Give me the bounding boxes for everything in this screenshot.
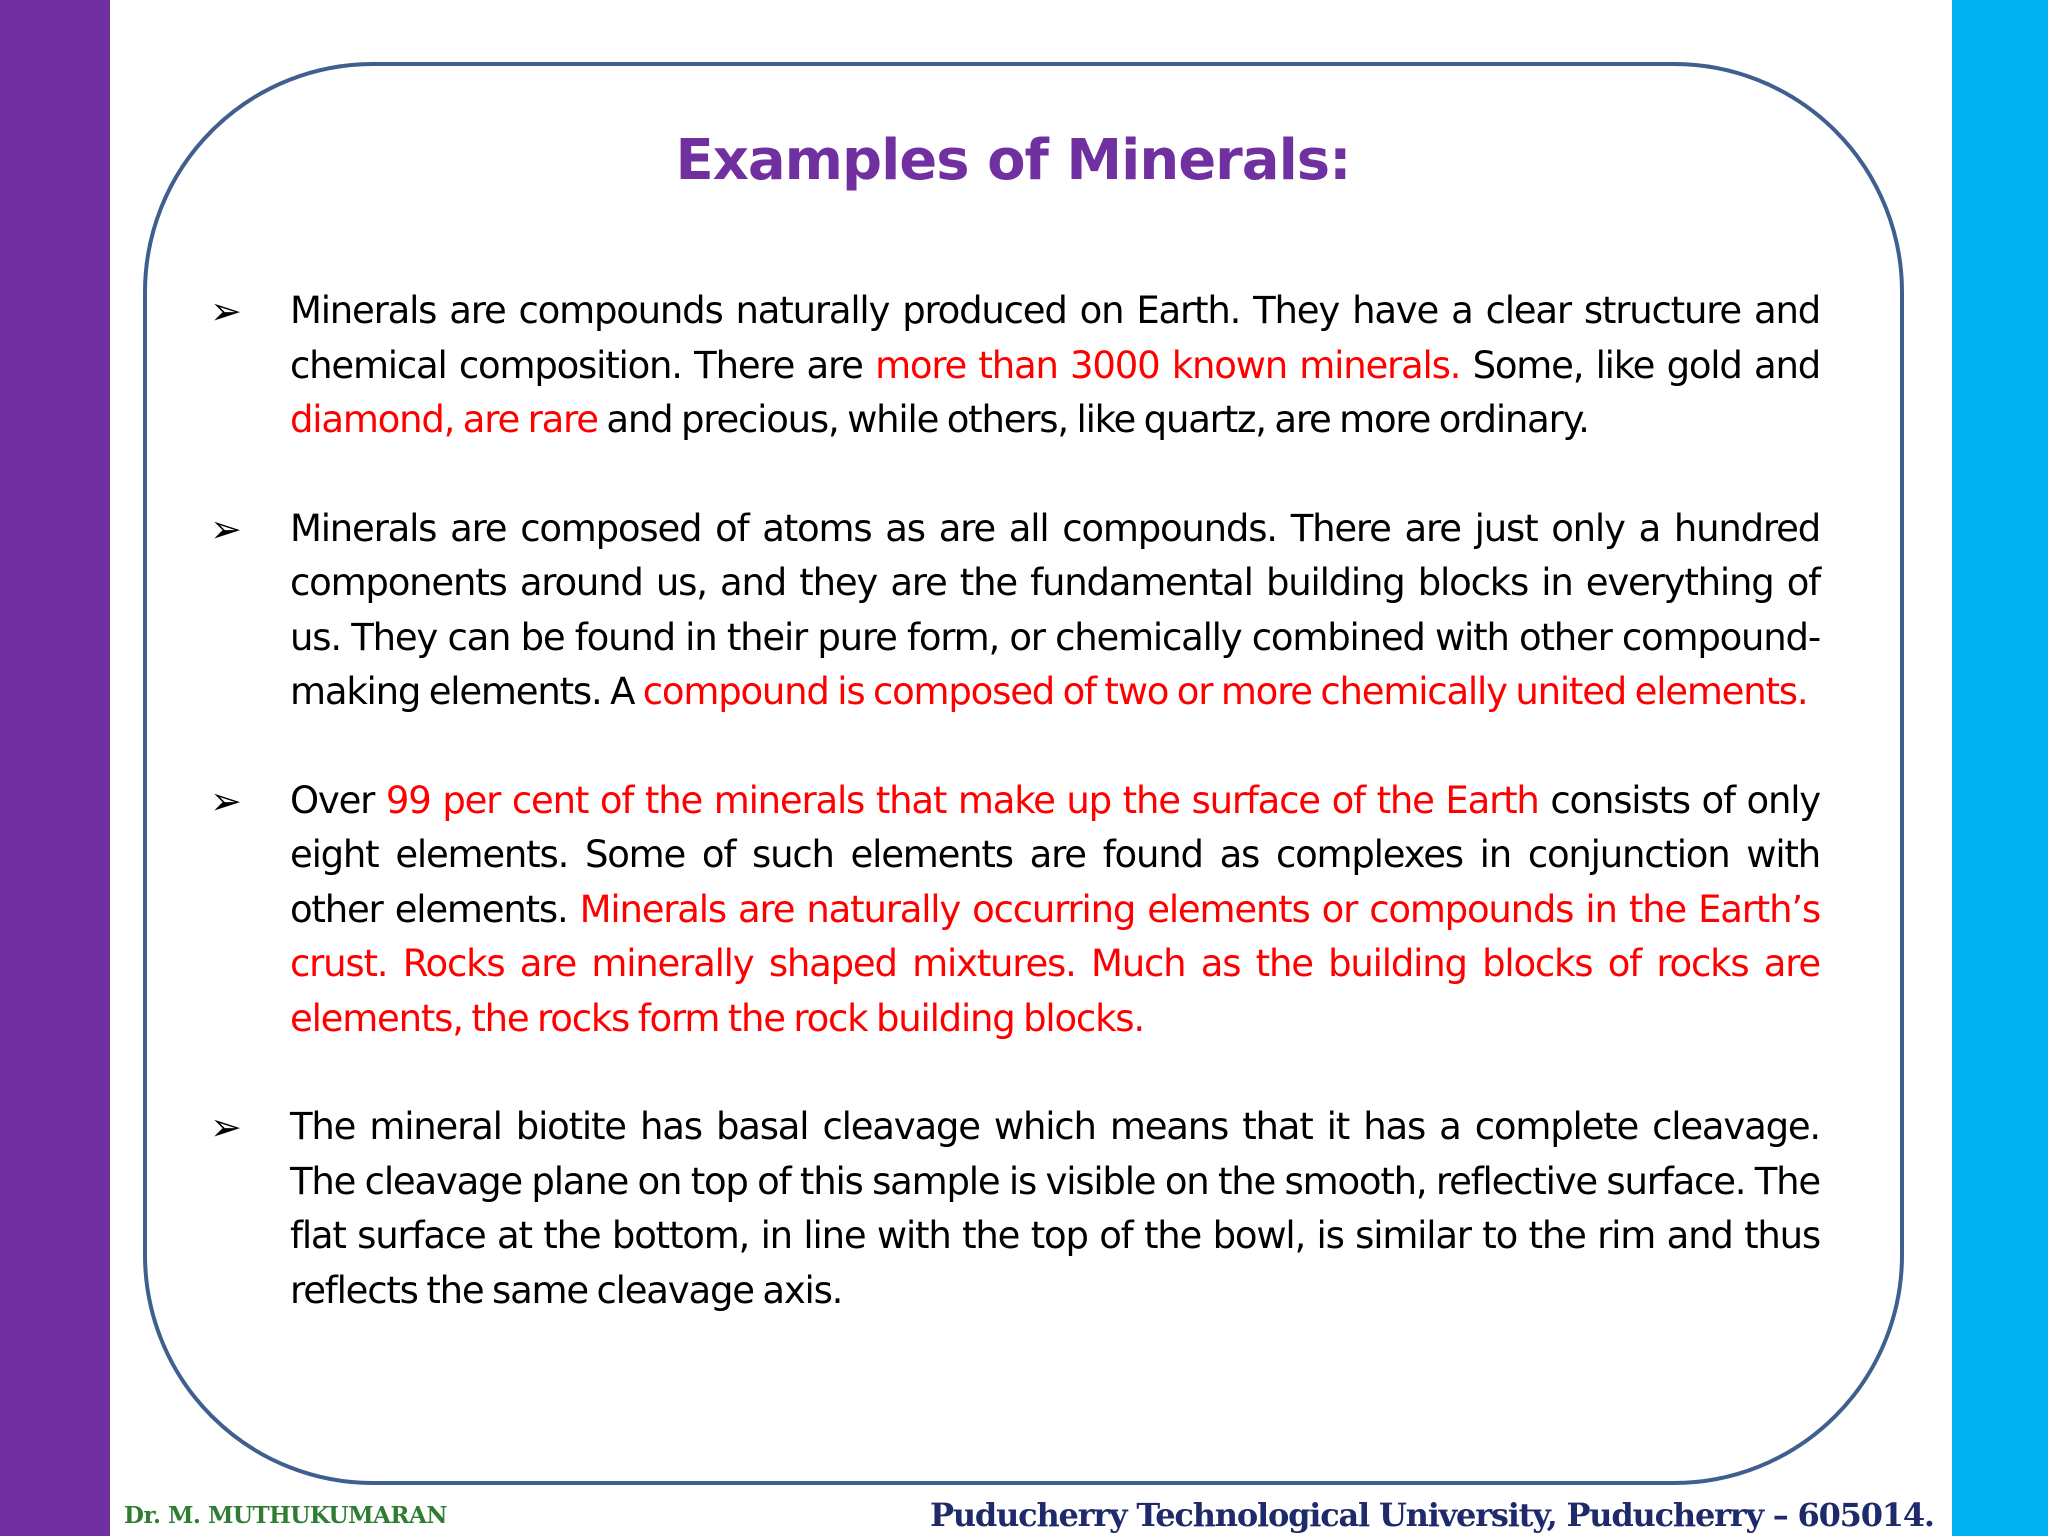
highlighted-text: Minerals are naturally occurring elements or compounds in the Earth’s crust. Rocks are minerally shaped mixtures. Much as the building blocks of rocks are elements, the rocks form the rock building blocks. (290, 887, 1820, 1040)
body-text: The mineral biotite has basal cleavage which means that it has a complete cleavage. The cleavage plane on top of this sample is visible on the smooth, reflective surface. The flat surface at the bottom, in line with the top of the bowl, is similar to the rim and thus reflects the same cleavage axis. (290, 1105, 1820, 1312)
bullet-list (210, 284, 1820, 1372)
slide-title: Examples of Minerals: (675, 128, 1351, 193)
bullet-text (290, 502, 1820, 720)
body-text: Minerals are composed of atoms as are all compounds. There are just only a hundred components around us, and they are the fundamental building blocks in everything of us. They can be found in their pure form, or chemically combined with other compound-making elements. A (290, 506, 1820, 713)
bullet-text (290, 284, 1820, 448)
institution-name: Puducherry Technological University, Puducherry – 605014. (930, 1496, 1934, 1534)
arrow-bullet-icon: ➢ (210, 1105, 242, 1149)
arrow-bullet-icon: ➢ (210, 778, 242, 823)
author-name: Dr. M. MUTHUKUMARAN (124, 1502, 447, 1529)
bullet-item (210, 284, 1820, 448)
bullet-item (210, 1100, 1820, 1318)
bullet-item (210, 502, 1820, 720)
highlighted-text: more than 3000 known minerals. (875, 343, 1461, 387)
left-accent-bar (0, 0, 110, 1536)
body-text: Some, like gold and (1460, 343, 1820, 387)
body-text: Over (290, 778, 386, 822)
highlighted-text: 99 per cent of the minerals that make up the surface of the Earth (385, 778, 1539, 822)
highlighted-text: compound is composed of two or more chemically united elements. (642, 670, 1808, 713)
body-text: and precious, while others, like quartz, are more ordinary. (597, 398, 1589, 441)
bullet-text (290, 1100, 1820, 1318)
bullet-item (210, 774, 1820, 1047)
arrow-bullet-icon: ➢ (210, 506, 242, 551)
right-accent-bar (1952, 0, 2048, 1536)
body-text: consists of only eight elements. Some of such elements are found as complexes in conjunction with other elements. (290, 778, 1820, 931)
bullet-text (290, 774, 1820, 1047)
body-text: Minerals are compounds naturally produced on Earth. They have a clear structure and chemical composition. There are (290, 289, 1820, 387)
highlighted-text: diamond, are rare (290, 398, 598, 441)
arrow-bullet-icon: ➢ (210, 289, 242, 333)
